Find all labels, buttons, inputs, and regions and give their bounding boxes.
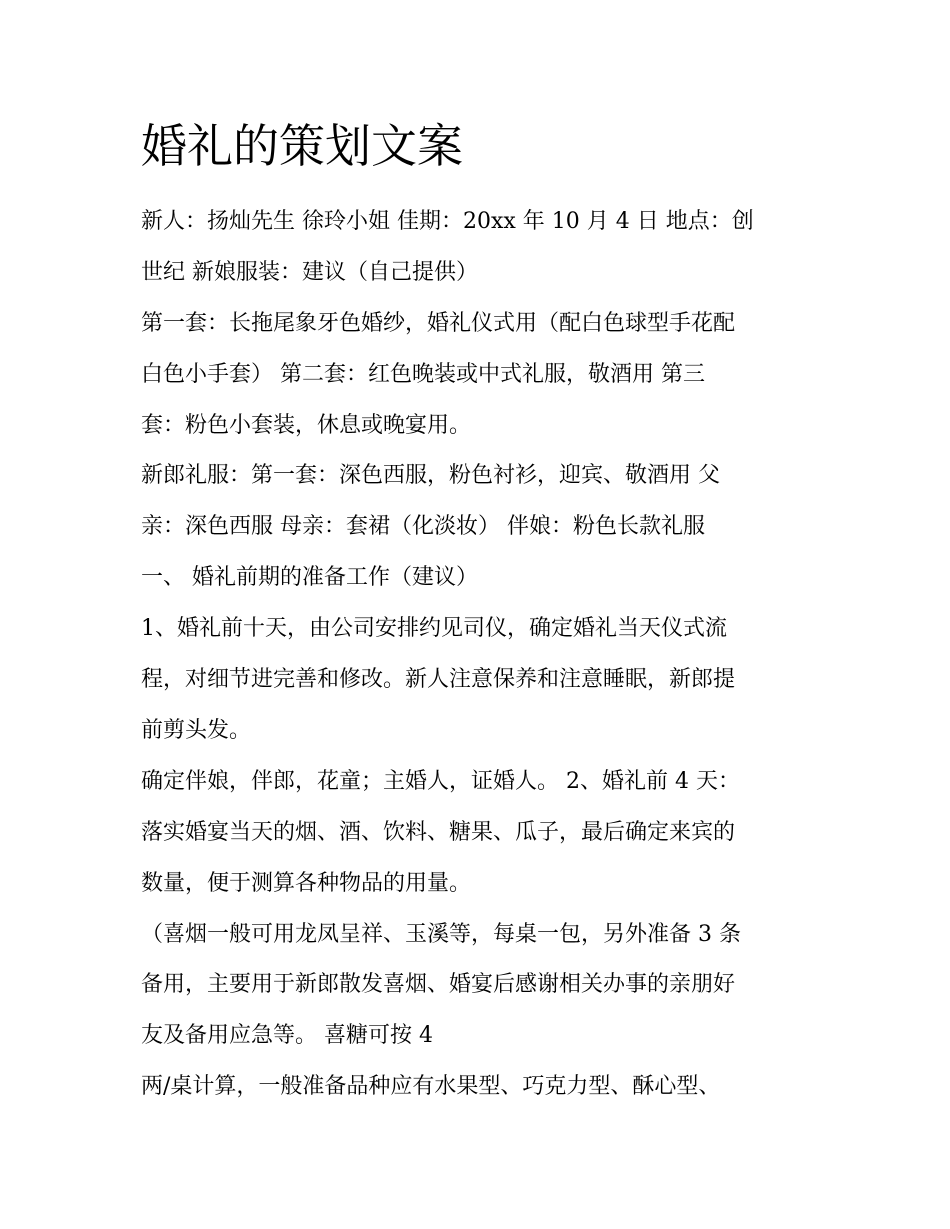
text-line: 前剪头发。: [141, 718, 252, 743]
text-line: 备用，主要用于新郎散发喜烟、婚宴后感谢相关办事的亲朋好: [141, 972, 736, 997]
text-line: 新郎礼服：第一套：深色西服，粉色衬衫，迎宾、敬酒用 父: [141, 463, 720, 488]
text-line: 两/桌计算，一般准备品种应有水果型、巧克力型、酥心型、: [141, 1074, 721, 1099]
text-line: 第一套：长拖尾象牙色婚纱，婚礼仪式用（配白色球型手花配: [141, 311, 736, 336]
text-line: （喜烟一般可用龙凤呈祥、玉溪等，每桌一包，另外准备 3 条: [141, 922, 741, 947]
text-line: 套：粉色小套装，休息或晚宴用。: [141, 413, 472, 438]
text-line: 亲：深色西服 母亲：套裙（化淡妆） 伴娘：粉色长款礼服: [141, 514, 705, 539]
text-line: 数量，便于测算各种物品的用量。: [141, 871, 472, 896]
text-line: 新人：扬灿先生 徐玲小姐 佳期：20xx 年 10 月 4 日 地点：创: [141, 209, 754, 234]
text-line: 落实婚宴当天的烟、酒、饮料、糖果、瓜子，最后确定来宾的: [141, 820, 736, 845]
document-title: 婚礼的策划文案: [141, 119, 463, 173]
text-line: 友及备用应急等。 喜糖可按 4: [141, 1023, 433, 1048]
text-line: 1、婚礼前十天，由公司安排约见司仪，确定婚礼当天仪式流: [141, 616, 727, 641]
text-line: 程，对细节进完善和修改。新人注意保养和注意睡眠，新郎提: [141, 667, 736, 692]
section-heading: 一、 婚礼前期的准备工作（建议）: [141, 565, 478, 590]
text-line: 白色小手套） 第二套：红色晚装或中式礼服，敬酒用 第三: [141, 362, 705, 387]
text-line: 确定伴娘，伴郎，花童；主婚人，证婚人。 2、婚礼前 4 天：: [141, 769, 740, 794]
text-line: 世纪 新娘服装：建议（自己提供）: [141, 260, 478, 285]
